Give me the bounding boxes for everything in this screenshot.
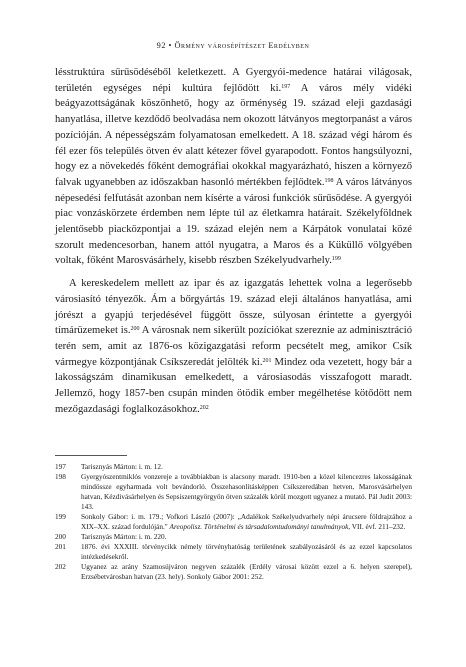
footnote-text: Gyergyószentmiklós vonzereje a továbbiakban is alacsony maradt. 1910-ben a közel kilencezres lakosságának mindössze egyharmada volt bevándorló. Összehasonlításképpen Csíkszeredában hetven, Marosvásárhelyen hatvan, Kézdivásárhelyen és Sepsiszentgyörgyön ötven százalék körül mozgott ugyanez a mutató. Pál Judit 2003: 143. — [81, 473, 412, 511]
footnote-number: 197 — [55, 463, 66, 471]
footnote-journal-title: Areopolisz. Történelmi és társadalomtudományi tanulmányok, — [169, 523, 351, 531]
footnote-200 — [55, 532, 412, 542]
footnote-197 — [55, 462, 412, 472]
footnote-ref-198[interactable]: 198 — [324, 177, 334, 184]
footnote-ref-201[interactable]: 201 — [262, 357, 272, 364]
footnote-text: Tarisznyás Márton: i. m. 12. — [81, 463, 163, 471]
footnote-number: 198 — [55, 473, 66, 481]
text-span: A város mély vidéki beágyazottságának köszönhető, hogy az örménység 19. század eleji gazdasági hanyatlása, illetve kezdődő beolvadása nem okozott látványos megtorpanást a város pozícióján. A népességszám folyamatosan emelkedett. A 18. század végi három és fél ezer fős település ötven év alatt kétezer fővel gyarapodott. Fontos hangsúlyozni, hogy ez a növekedés főként demográfiai okokkal magyarázható, hiszen a környező falvak ugyanebben az időszakban hasonló mértékben fejlődtek. — [55, 82, 412, 188]
main-text — [55, 65, 412, 417]
footnote-ref-199[interactable]: 199 — [331, 256, 341, 263]
footnote-text: Sonkoly Gábor: i. m. 179.; Vofkori László (2007): „Adalékok Székelyudvarhely népi árucsere földrajzához a XIX–XX. század fordulóján." — [81, 513, 412, 531]
text-span: A kereskedelem mellett az ipar és az igazgatás lehettek volna a legerősebb városiasító tényezők. Ám a bőrgyártás 19. század eleji általános hanyatlása, ami jórészt a gyapjú terjedésével függött össze, súlyosan érintette a gyergyói tímárüzemeket is. — [55, 278, 412, 337]
footnote-divider — [55, 455, 127, 456]
page-number: 92 — [156, 41, 166, 50]
footnote-199 — [55, 512, 412, 532]
footnote-number: 199 — [55, 513, 66, 521]
header-separator: • — [168, 41, 172, 50]
footnote-number: 201 — [55, 543, 66, 551]
running-header — [0, 41, 466, 50]
text-span: lésstruktúra sűrűsödéséből keletkezett. A Gyergyói-medence határai világosak, területén egységes népi kultúra fejlődött ki. — [55, 67, 412, 94]
footnote-text: 1876. évi XXXIII. törvénycikk némely törvényhatóság területének szabályozásáról és az ezzel kapcsolatos intézkedésekről. — [81, 543, 412, 561]
running-title: Örmény városépítészet Erdélyben — [174, 41, 310, 50]
footnote-text: Ugyanez az arány Szamosújváron negyven százalék (Erdély városai között ezzel a 6. helyen szerepel), Erzsébetvárosban hatvan (23. hely). Sonkoly Gábor 2001: 252. — [81, 563, 412, 581]
footnote-ref-200[interactable]: 200 — [130, 326, 140, 333]
footnote-number: 200 — [55, 533, 66, 541]
paragraph-1 — [55, 65, 412, 269]
footnote-text: VII. évf. 211–232. — [350, 523, 406, 531]
footnote-ref-202[interactable]: 202 — [199, 404, 209, 411]
footnote-198 — [55, 472, 412, 512]
footnote-number: 202 — [55, 563, 66, 571]
footnote-ref-197[interactable]: 197 — [281, 83, 291, 90]
footnote-201 — [55, 542, 412, 562]
text-span: A városnak nem sikerült pozíciókat szereznie az adminisztráció terén sem, amit az 1876-os közigazgatási reform pecsételt meg, amikor Csík vármegye központjának Csíkszeredát jelölték ki. — [55, 325, 412, 368]
paragraph-2 — [55, 276, 412, 417]
footnote-text: Tarisznyás Márton: i. m. 220. — [81, 533, 167, 541]
text-span: A város látványos népesedési felfutását azonban nem kísérte a városi funkciók sűrűsödése. A gyergyói piac vonzáskörzete érdemben nem lépte túl az életkamra határait. Székelyföldnek jelentősebb piacközpontjai a 19. század elején nem a Kárpátok vonulatai közé szorult medencesorban, hanem attól nyugatra, a Maros és a Küküllő völgyében voltak, főként Marosvásárhely, kisebb részben Székelyudvarhely. — [55, 176, 412, 267]
paragraph-spacer — [55, 269, 412, 276]
text-span: Mindez oda vezetett, hogy bár a lakosságszám dinamikusan emelkedett, a városiasodás visszafogott maradt. Jellemző, hogy 1857-ben csupán minden ötödik ember megélhetése kötődött nem mezőgazdasági foglalkozásokhoz. — [55, 356, 413, 415]
footnotes — [55, 462, 412, 582]
footnote-202 — [55, 562, 412, 582]
